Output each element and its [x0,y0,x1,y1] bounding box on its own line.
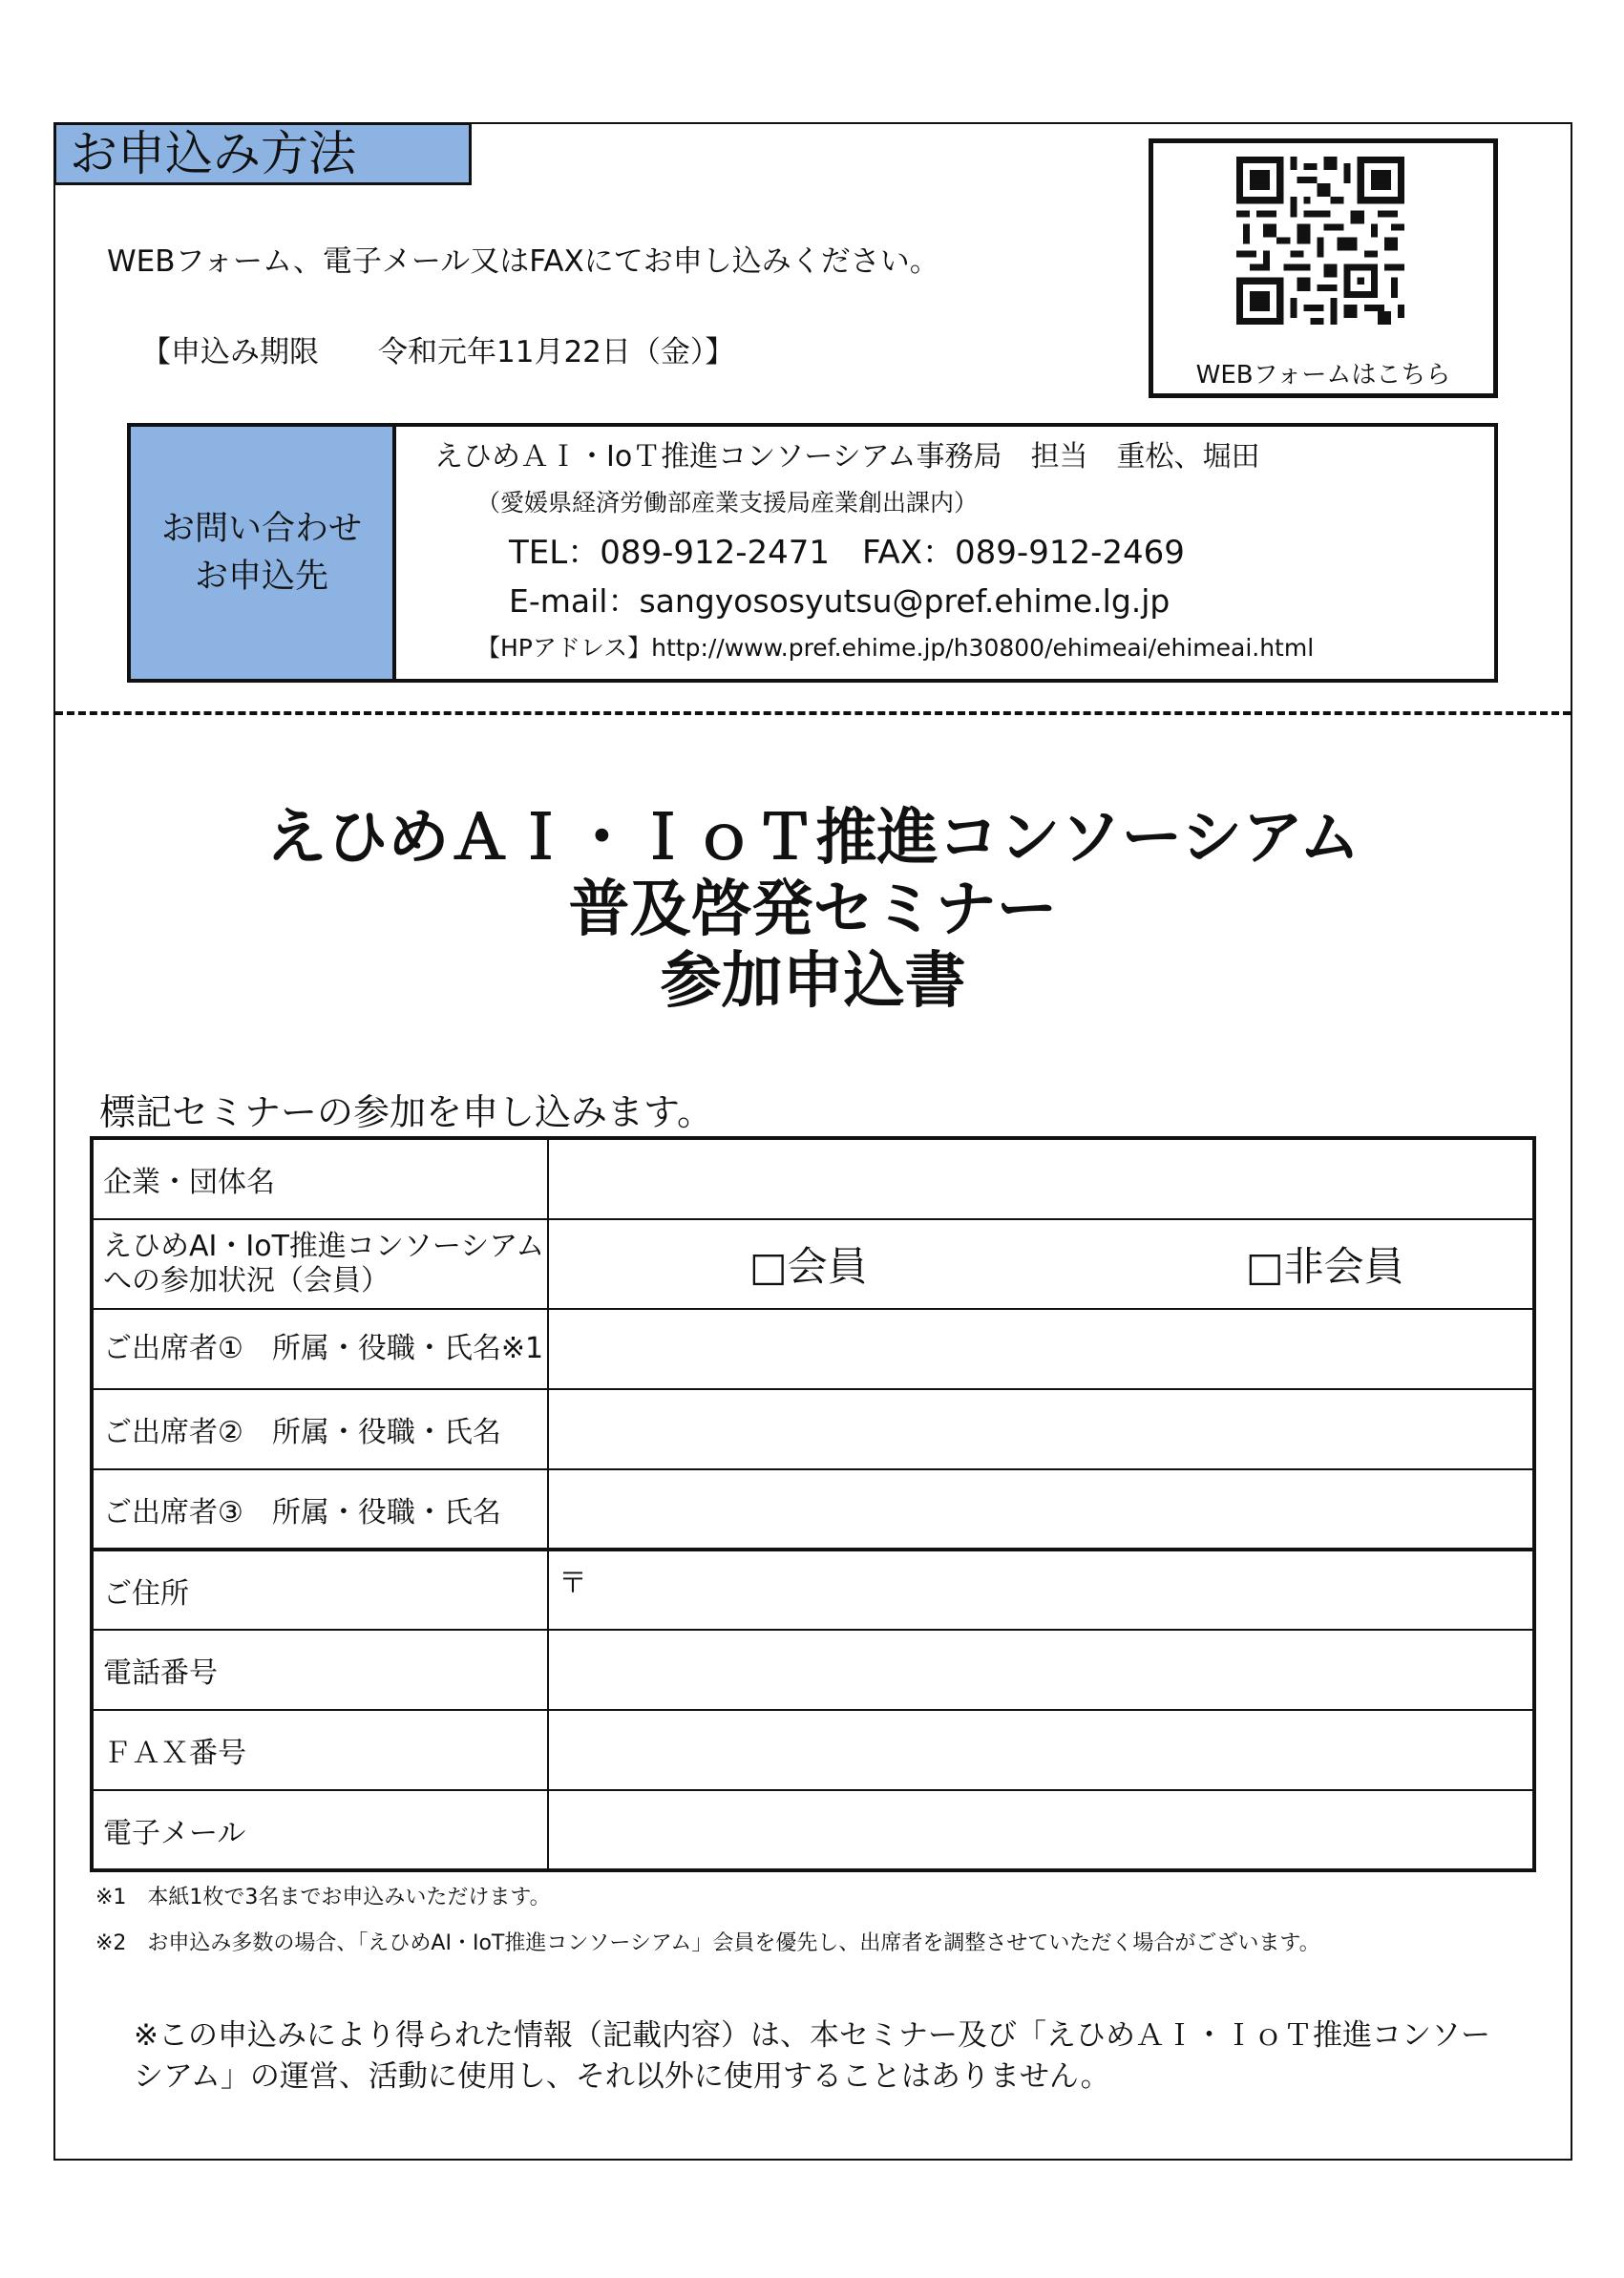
phone-label: 電話番号 [92,1630,548,1710]
section-header: お申込み方法 [53,122,472,185]
form-row-company [92,1138,1534,1219]
note-1: ※1 本紙1枚で3名までお申込みいただけます。 [95,1886,551,1909]
form-row-attendee3 [92,1469,1534,1550]
intro-text: WEBフォーム、電子メール又はFAXにてお申し込みください。 [107,244,939,279]
company-field[interactable] [548,1138,1534,1219]
contact-box [127,423,1498,683]
contact-tel-fax: TEL：089-912-2471 FAX：089-912-2469 [509,534,1185,572]
lead-text: 標記セミナーの参加を申し込みます。 [99,1091,713,1133]
form-row-attendee1 [92,1309,1534,1389]
membership-field [548,1219,1534,1309]
membership-label: えひめAI・IoT推進コンソーシアムへの参加状況（会員） [92,1219,548,1309]
postal-mark: 〒 [559,1567,587,1600]
contact-office: えひめＡＩ・IoＴ推進コンソーシアム事務局 担当 重松、堀田 [434,440,1260,474]
email-label: 電子メール [92,1790,548,1870]
attendee1-label: ご出席者① 所属・役職・氏名※1 [92,1309,548,1389]
membership-options [559,1235,1532,1293]
privacy-notice: ※この申込みにより得られた情報（記載内容）は、本セミナー及び「えひめＡＩ・ＩｏＴ推進コンソーシアム」の運営、活動に使用し、それ以外に使用することはありません。 [134,2018,1490,2094]
title-line2: 普及啓発セミナー [568,875,1058,945]
attendee1-field[interactable] [548,1309,1534,1389]
fax-field[interactable] [548,1710,1534,1790]
nonmember-checkbox[interactable]: □非会員 [1246,1243,1404,1290]
form-row-fax [92,1710,1534,1790]
phone-field[interactable] [548,1630,1534,1710]
attendee3-label: ご出席者③ 所属・役職・氏名 [92,1469,548,1550]
attendee2-field[interactable] [548,1389,1534,1469]
company-label: 企業・団体名 [92,1138,548,1219]
cut-line-divider [55,711,1571,715]
form-row-address [92,1550,1534,1630]
deadline-text: 【申込み期限 令和元年11月22日（金）】 [141,335,735,369]
qr-panel[interactable] [1149,138,1498,398]
title-line1: えひめＡＩ・ＩｏＴ推進コンソーシアム [265,803,1360,874]
qr-caption[interactable]: WEBフォームはこちら [1195,361,1451,390]
form-row-membership [92,1219,1534,1309]
contact-email[interactable]: E-mail：sangyososyutsu@pref.ehime.lg.jp [509,582,1171,620]
note-2: ※2 お申込み多数の場合、「えひめAI・IoT推進コンソーシアム」会員を優先し、出席者を調整させていただく場合がございます。 [95,1931,1320,1955]
application-form [90,1136,1536,1872]
contact-department: （愛媛県経済労働部産業支援局産業創出課内） [476,489,979,517]
email-field[interactable] [548,1790,1534,1870]
address-label: ご住所 [92,1550,548,1630]
contact-label-line1: お問い合わせ [160,510,362,548]
form-row-attendee2 [92,1389,1534,1469]
form-row-email [92,1790,1534,1870]
member-checkbox[interactable]: □会員 [749,1243,868,1290]
contact-label-line2: お申込先 [194,558,328,596]
contact-label [131,427,396,679]
address-field[interactable] [548,1550,1534,1630]
form-row-phone [92,1630,1534,1710]
contact-homepage[interactable]: 【HPアドレス】http://www.pref.ehime.jp/h30800/ehimeai/ehimeai.html [476,634,1315,662]
qr-code-icon[interactable] [1236,157,1404,325]
attendee3-field[interactable] [548,1469,1534,1550]
fax-label: ＦＡＸ番号 [92,1710,548,1790]
attendee2-label: ご出席者② 所属・役職・氏名 [92,1389,548,1469]
title-line3: 参加申込書 [660,946,966,1017]
